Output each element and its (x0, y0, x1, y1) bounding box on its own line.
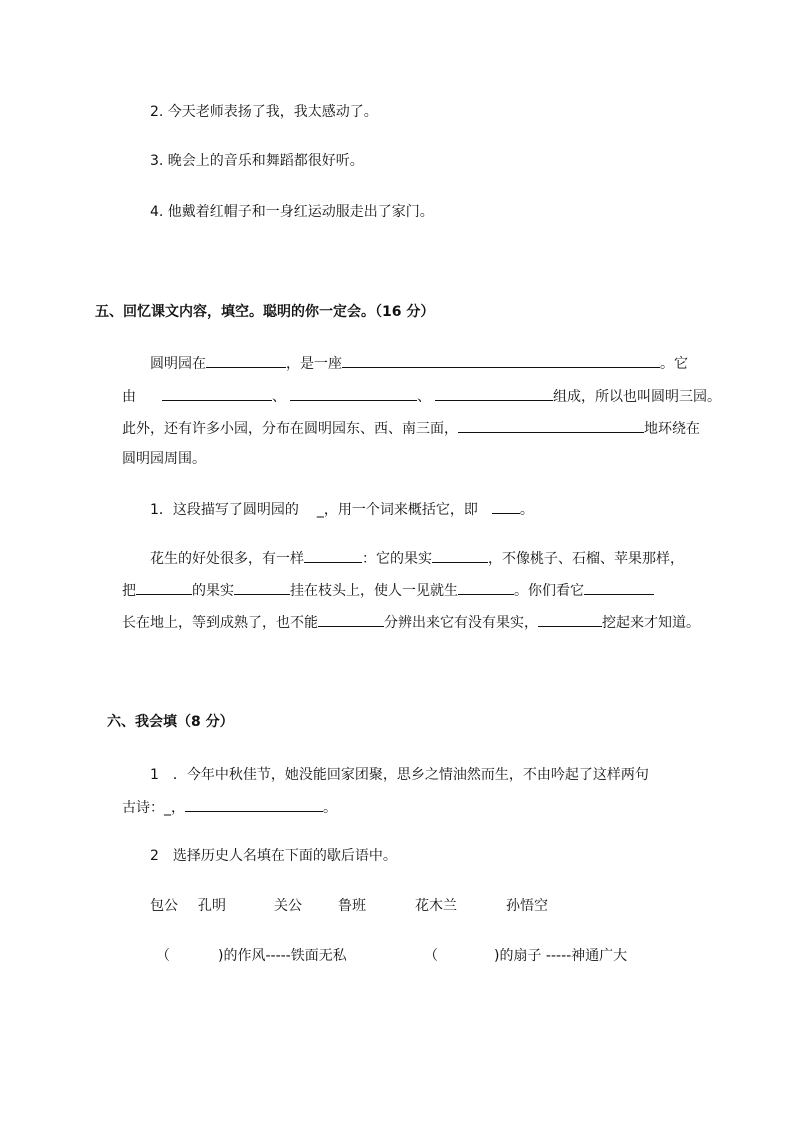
s5-q1-text: 1．这段描写了圆明园的 (150, 502, 299, 518)
fill-blank[interactable] (318, 612, 384, 627)
name-option: 花木兰 (415, 898, 457, 914)
idiom-paren-open: （ (156, 948, 170, 964)
name-option: 关公 (274, 898, 302, 914)
s5-text: 、 (417, 389, 431, 405)
name-option: 鲁班 (338, 898, 366, 914)
fill-blank[interactable] (304, 548, 362, 563)
idiom-paren-open: （ (424, 948, 438, 964)
s6-q1-line2 (122, 797, 337, 818)
s6-q2: 2 选择历史人名填在下面的歇后语中。 (150, 848, 397, 864)
s5-p2-line2 (122, 580, 654, 601)
s5-text: ，不像桃子、石榴、苹果那样， (488, 551, 684, 567)
s6-q1-line1: 1 ．今年中秋佳节，她没能回家团聚，思乡之情油然而生，不由吟起了这样两句 (150, 767, 649, 783)
prev-item-2: 2. 今天老师表扬了我，我太感动了。 (150, 104, 378, 120)
fill-blank[interactable] (342, 353, 660, 368)
fill-blank[interactable] (458, 580, 514, 595)
idiom-2: )的扇子 -----神通广大 (494, 948, 628, 964)
fill-blank[interactable] (584, 580, 654, 595)
s5-p1-line1 (150, 353, 688, 374)
s5-p2-line1 (150, 548, 684, 569)
s5-text: 。它 (660, 356, 688, 372)
name-option: 包公 (150, 898, 178, 914)
fill-blank[interactable] (234, 580, 290, 595)
s5-q1-text: _，用一个词来概括它，即 (316, 502, 478, 518)
s5-text: ，是一座 (286, 356, 342, 372)
s5-text: 把 (122, 583, 136, 599)
fill-blank[interactable] (162, 386, 272, 401)
fill-blank[interactable] (290, 386, 417, 401)
s5-text: 长在地上，等到成熟了，也不能 (122, 615, 318, 631)
fill-blank[interactable] (538, 612, 602, 627)
s5-q1-text: 。 (519, 502, 534, 518)
s5-text: 组成，所以也叫圆明三园。 (553, 389, 721, 405)
s5-text: 挂在枝头上，使人一见就生 (290, 583, 458, 599)
fill-blank[interactable] (432, 548, 488, 563)
s5-text: 地环绕在 (644, 421, 700, 437)
s5-p1-line4: 圆明园周围。 (122, 451, 206, 467)
fill-blank[interactable] (206, 353, 286, 368)
fill-blank[interactable] (492, 499, 520, 514)
name-option: 孔明 (198, 898, 226, 914)
section6-heading: 六、我会填（8 分） (107, 714, 234, 730)
fill-blank[interactable] (136, 580, 192, 595)
s5-text: 挖起来才知道。 (602, 615, 700, 631)
prev-item-4: 4. 他戴着红帽子和一身红运动服走出了家门。 (150, 204, 434, 220)
fill-blank[interactable] (435, 386, 553, 401)
s5-q1 (150, 499, 534, 520)
fill-blank[interactable] (458, 418, 644, 433)
s5-text: 由 (122, 389, 136, 405)
s5-text: 的果实 (192, 583, 234, 599)
section5-heading: 五、回忆课文内容，填空。聪明的你一定会。（16 分） (95, 304, 435, 320)
fill-blank[interactable] (185, 797, 323, 812)
s5-p2-line3 (122, 612, 700, 633)
s5-text: 。你们看它 (514, 583, 584, 599)
s5-text: 分辨出来它有没有果实， (384, 615, 538, 631)
s5-p1-line2 (122, 386, 721, 407)
s6-text: 。 (323, 800, 337, 816)
prev-item-3: 3. 晚会上的音乐和舞蹈都很好听。 (150, 153, 364, 169)
s5-text: 、 (272, 389, 286, 405)
name-option: 孙悟空 (506, 898, 548, 914)
s5-text: ：它的果实 (362, 551, 432, 567)
s5-text: 圆明园在 (150, 356, 206, 372)
s5-text: 花生的好处很多，有一样 (150, 551, 304, 567)
idiom-1: )的作风-----铁面无私 (218, 948, 347, 964)
s5-p1-line3 (122, 418, 700, 439)
s6-text: 古诗：_， (122, 800, 185, 816)
s5-text: 此外，还有许多小园，分布在圆明园东、西、南三面， (122, 421, 458, 437)
